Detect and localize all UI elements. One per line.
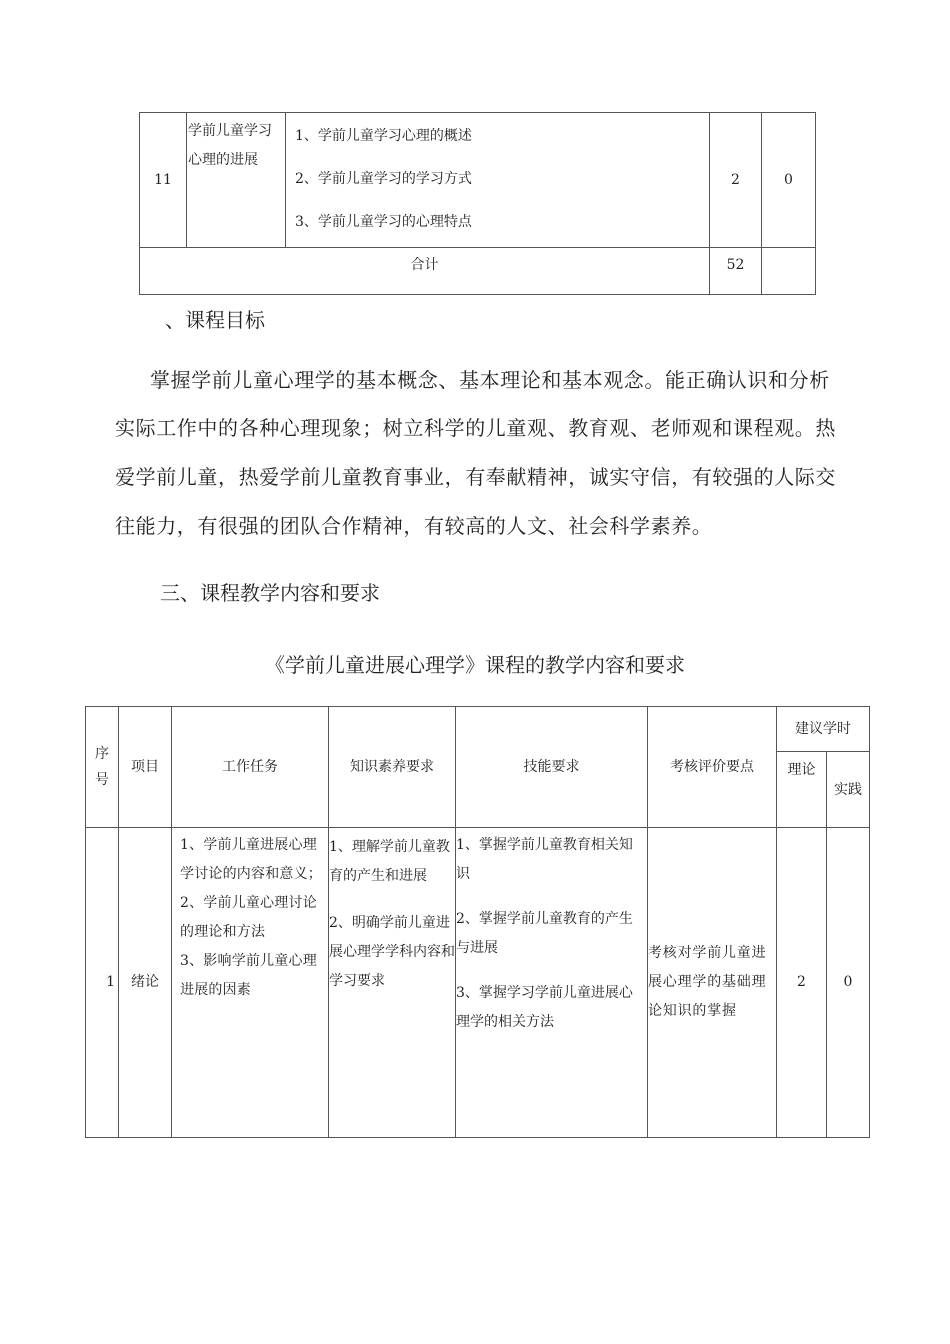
header-assessment: 考核评价要点 [648, 707, 777, 828]
header-task: 工作任务 [172, 707, 329, 828]
row-knowledge [329, 828, 456, 1138]
header-knowledge: 知识素养要求 [329, 707, 456, 828]
section-heading-goals: 、课程目标 [165, 308, 265, 332]
header-practice: 实践 [827, 752, 870, 828]
hours-table-continued [139, 112, 816, 295]
skill-item: 1、掌握学前儿童教育相关知识 [456, 837, 633, 882]
total-theory: 52 [710, 248, 762, 295]
row-project: 绪论 [119, 828, 172, 1138]
header-project: 项目 [119, 707, 172, 828]
skill-item: 2、掌握学前儿童教育的产生与进展 [456, 911, 633, 956]
total-label: 合计 [140, 248, 710, 295]
row-task: 1、学前儿童进展心理学讨论的内容和意义；2、学前儿童心理讨论的理论和方法 3、影响学前儿童心理进展的因素 [172, 828, 329, 1138]
header-hours: 建议学时 [777, 707, 870, 752]
header-no: 序号 [86, 707, 119, 828]
row-theory-hours: 2 [777, 828, 827, 1138]
item: 3、学前儿童学习的心理特点 [295, 214, 472, 230]
paragraph-line: 往能力，有很强的团队合作精神，有较高的人文、社会科学素养。 [115, 514, 713, 538]
knowledge-item: 2、明确学前儿童进展心理学学科内容和学习要求 [329, 915, 455, 989]
header-row [86, 707, 870, 752]
table-row [140, 113, 816, 248]
total-practice [762, 248, 816, 295]
table-caption: 《学前儿童进展心理学》课程的教学内容和要求 [265, 653, 685, 677]
header-theory: 理论 [777, 752, 827, 828]
row-assessment: 考核对学前儿童进展心理学的基础理论知识的掌握 [648, 828, 777, 1138]
paragraph-line: 掌握学前儿童心理学的基本概念、基本理论和基本观念。能正确认识和分析 [150, 368, 830, 392]
paragraph-line: 爱学前儿童，热爱学前儿童教育事业，有奉献精神，诚实守信，有较强的人际交 [115, 465, 836, 489]
knowledge-item: 1、理解学前儿童教育的产生和进展 [329, 839, 450, 884]
paragraph-line: 实际工作中的各种心理现象；树立科学的儿童观、教育观、老师观和课程观。热 [115, 416, 836, 440]
row-skill [456, 828, 648, 1138]
section-heading-content: 三、课程教学内容和要求 [160, 581, 380, 605]
row-theory-hours: 2 [710, 113, 762, 248]
row-practice-hours: 0 [827, 828, 870, 1138]
row-practice-hours: 0 [762, 113, 816, 248]
item: 2、学前儿童学习的学习方式 [295, 171, 472, 187]
header-skill: 技能要求 [456, 707, 648, 828]
table-row [86, 828, 870, 1138]
row-number: 1 [86, 828, 119, 1138]
row-number: 11 [140, 113, 187, 248]
row-project: 学前儿童学习心理的进展 [187, 113, 286, 248]
row-items [286, 113, 710, 248]
content-table [85, 706, 870, 1138]
skill-item: 3、掌握学习学前儿童进展心理学的相关方法 [456, 985, 633, 1030]
total-row [140, 248, 816, 295]
item: 1、学前儿童学习心理的概述 [295, 128, 472, 144]
